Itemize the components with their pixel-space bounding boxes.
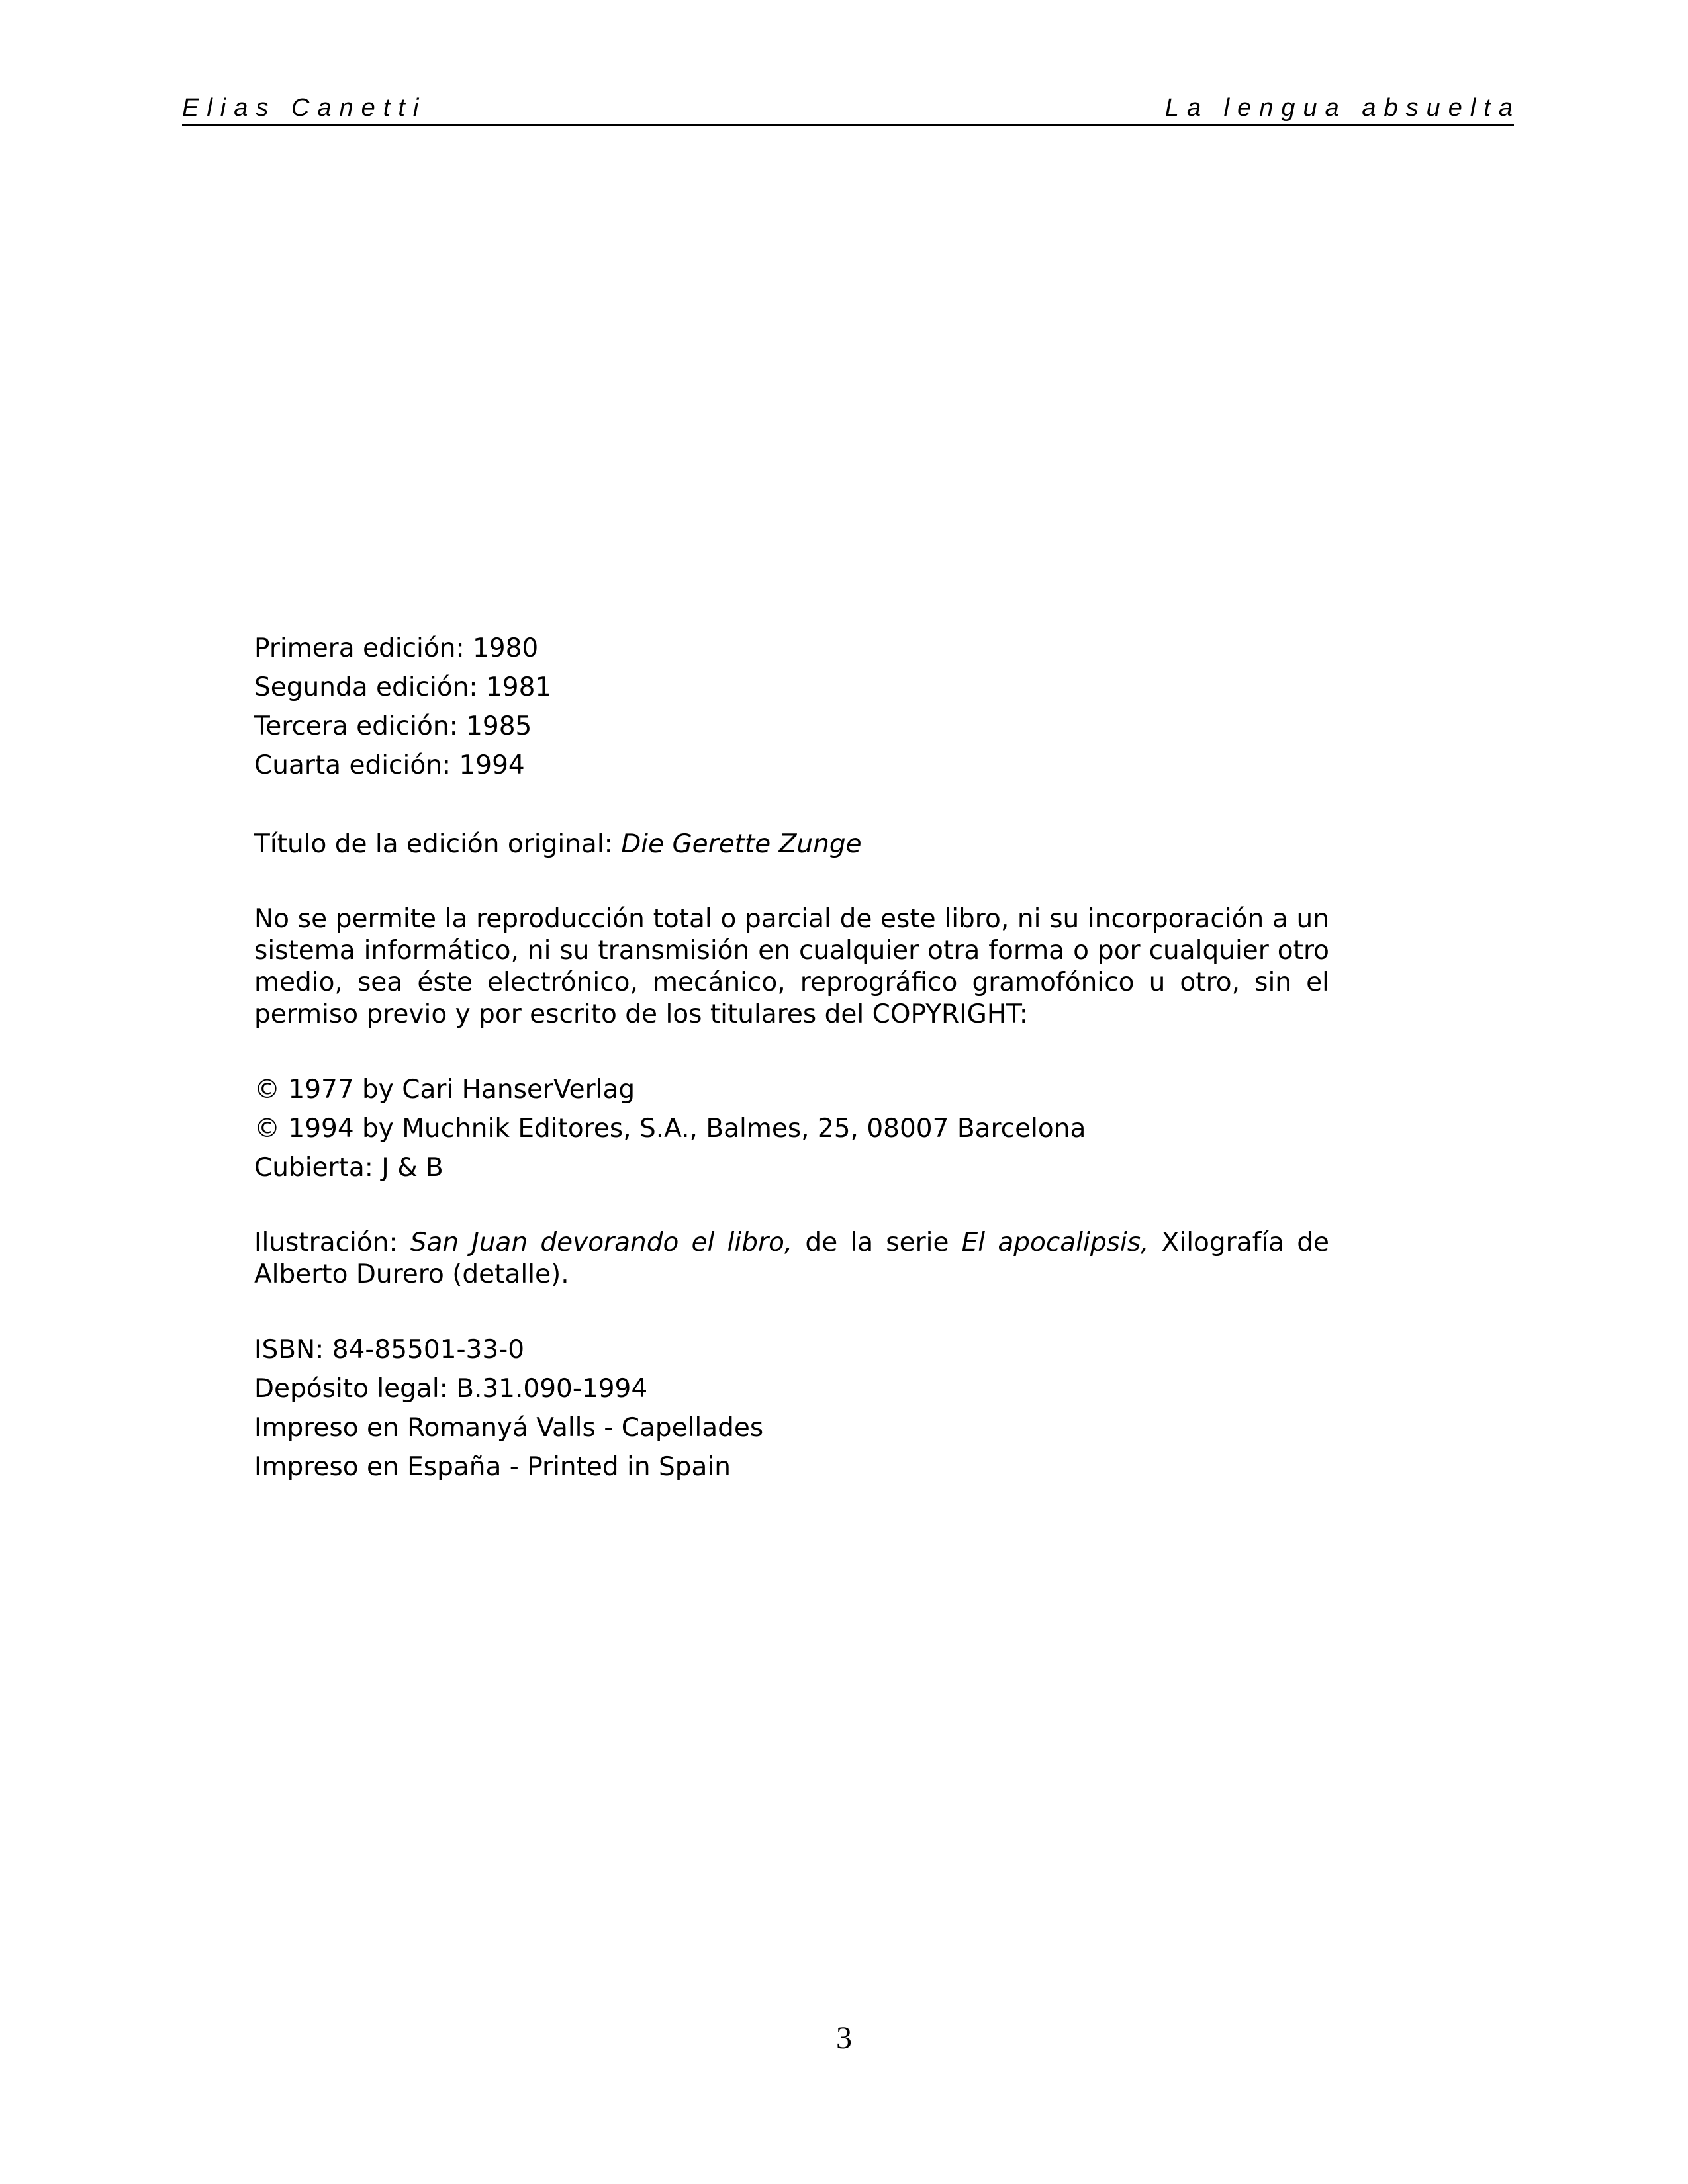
original-title-line <box>254 825 1329 864</box>
copyright-page-body <box>254 629 1329 1486</box>
edition-line: Tercera edición: 1985 <box>254 711 532 741</box>
printer-line: Impreso en Romanyá Valls - Capellades <box>254 1413 764 1443</box>
illustration-series: El apocalipsis, <box>961 1228 1149 1257</box>
running-header <box>182 91 1521 126</box>
edition-line: Primera edición: 1980 <box>254 633 539 663</box>
printed-in-line: Impreso en España - Printed in Spain <box>254 1452 731 1482</box>
copyright-line: © 1977 by Cari HanserVerlag <box>254 1075 635 1105</box>
original-title-value: Die Gerette Zunge <box>621 829 862 859</box>
legal-deposit-line: Depósito legal: B.31.090-1994 <box>254 1374 648 1404</box>
reproduction-notice: No se permite la reproducción total o parcial de este libro, ni su incorporación a un sistema informático, ni su transmisión en cualquier otra forma o por cualquier otro medio, sea éste electrónico, mecánico, reprográfico gramofónico u otro, sin el permiso previo y por escrito de los titulares del COPYRIGHT: <box>254 904 1329 1029</box>
header-author: Elias Canetti <box>182 94 427 122</box>
original-title-label: Título de la edición original: <box>254 829 622 859</box>
header-book-title: La lengua absuelta <box>1164 94 1521 122</box>
illustration-work: San Juan devorando el libro, <box>410 1228 793 1257</box>
page-number: 3 <box>836 2021 852 2056</box>
edition-line: Segunda edición: 1981 <box>254 672 552 702</box>
edition-line: Cuarta edición: 1994 <box>254 751 525 780</box>
illustration-credit <box>254 1227 1329 1291</box>
isbn-line: ISBN: 84-85501-33-0 <box>254 1335 525 1365</box>
illustration-rest: Xilografía de Alberto Durero (detalle). <box>254 1228 1330 1289</box>
cover-credit: Cubierta: J & B <box>254 1153 444 1183</box>
illustration-label: Ilustración: <box>254 1228 410 1257</box>
illustration-mid: de la serie <box>792 1228 962 1257</box>
copyright-line: © 1994 by Muchnik Editores, S.A., Balmes, 25, 08007 Barcelona <box>254 1114 1086 1144</box>
